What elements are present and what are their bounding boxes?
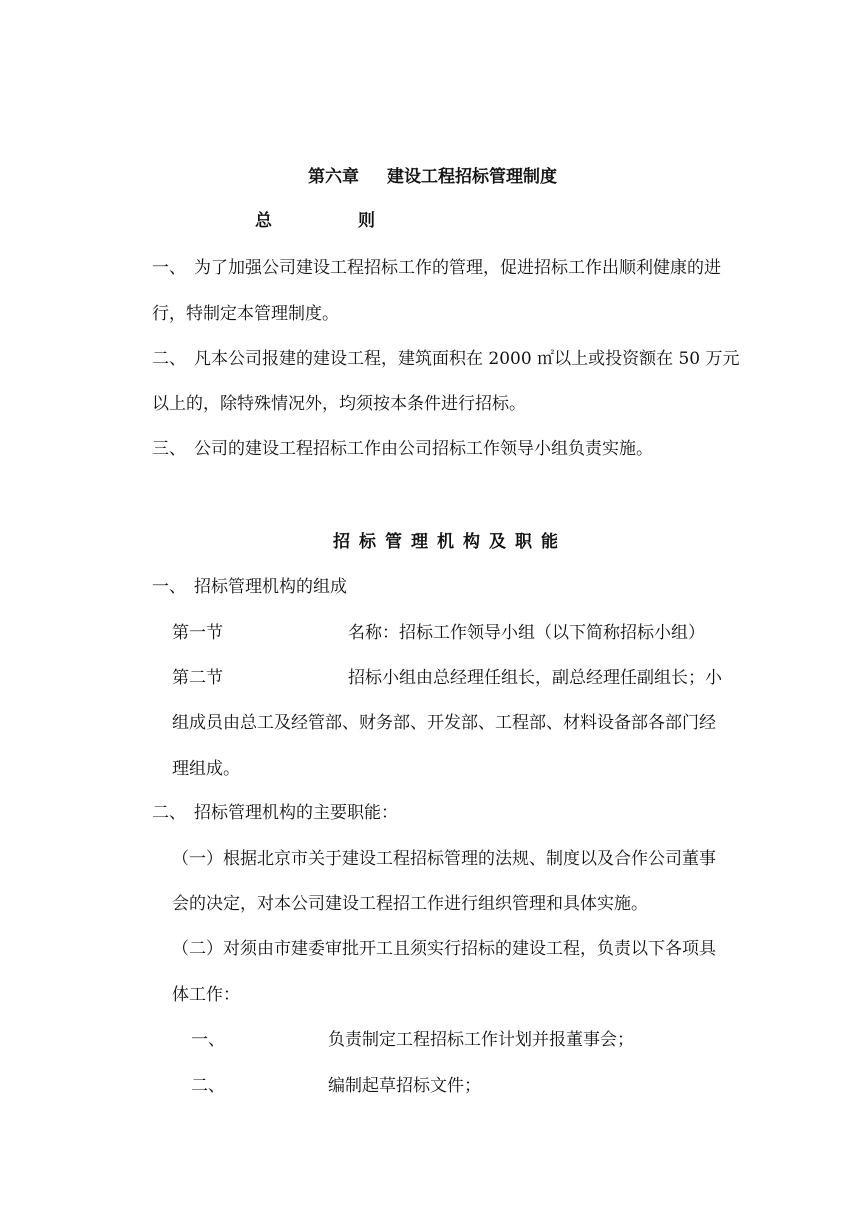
section1-sub1-label: 第一节 — [172, 623, 223, 643]
duty-1-text: 负责制定工程招标工作计划并报董事会； — [328, 1030, 634, 1050]
section2-marker: 二、 — [152, 803, 186, 823]
duty-2-text: 编制起草招标文件； — [328, 1076, 481, 1096]
section1-title: 招标管理机构的组成 — [194, 577, 347, 597]
section2-para2-line1: （二）对须由市建委审批开工且须实行招标的建设工程，负责以下各项具 — [172, 939, 716, 959]
general-item-2-line1: 凡本公司报建的建设工程，建筑面积在 2000 ㎡以上或投资额在 50 万元 — [194, 349, 740, 369]
general-item-1-marker: 一、 — [152, 258, 186, 278]
section2-para1-line1: （一）根据北京市关于建设工程招标管理的法规、制度以及合作公司董事 — [172, 849, 716, 869]
section1-sub2-line3: 理组成。 — [172, 759, 240, 779]
section1-sub1-text: 名称：招标工作领导小组（以下简称招标小组） — [348, 623, 705, 643]
section2-para2-line2: 体工作： — [172, 985, 240, 1005]
organization-heading: 招标管理机构及职能 — [333, 532, 567, 552]
general-item-1-line2: 行，特制定本管理制度。 — [152, 304, 339, 324]
duty-2-marker: 二、 — [191, 1076, 225, 1096]
general-item-3-marker: 三、 — [152, 439, 186, 459]
section2-title: 招标管理机构的主要职能： — [194, 803, 398, 823]
duty-1-marker: 一、 — [191, 1030, 225, 1050]
general-heading-right: 则 — [358, 211, 375, 231]
general-item-3-line1: 公司的建设工程招标工作由公司招标工作领导小组负责实施。 — [194, 439, 653, 459]
section1-sub2-line2: 组成员由总工及经管部、财务部、开发部、工程部、材料设备部各部门经 — [172, 713, 716, 733]
general-item-1-line1: 为了加强公司建设工程招标工作的管理，促进招标工作出顺利健康的进 — [194, 258, 721, 278]
section1-sub2-label: 第二节 — [172, 668, 223, 688]
section1-marker: 一、 — [152, 577, 186, 597]
section1-sub2-text: 招标小组由总经理任组长，副总经理任副组长；小 — [348, 668, 722, 688]
chapter-title: 建设工程招标管理制度 — [387, 167, 557, 187]
section2-para1-line2: 会的决定，对本公司建设工程招工作进行组织管理和具体实施。 — [172, 894, 648, 914]
general-item-2-line2: 以上的，除特殊情况外，均须按本条件进行招标。 — [152, 394, 526, 414]
chapter-number: 第六章 — [308, 167, 359, 187]
general-heading-left: 总 — [255, 211, 272, 231]
general-item-2-marker: 二、 — [152, 349, 186, 369]
